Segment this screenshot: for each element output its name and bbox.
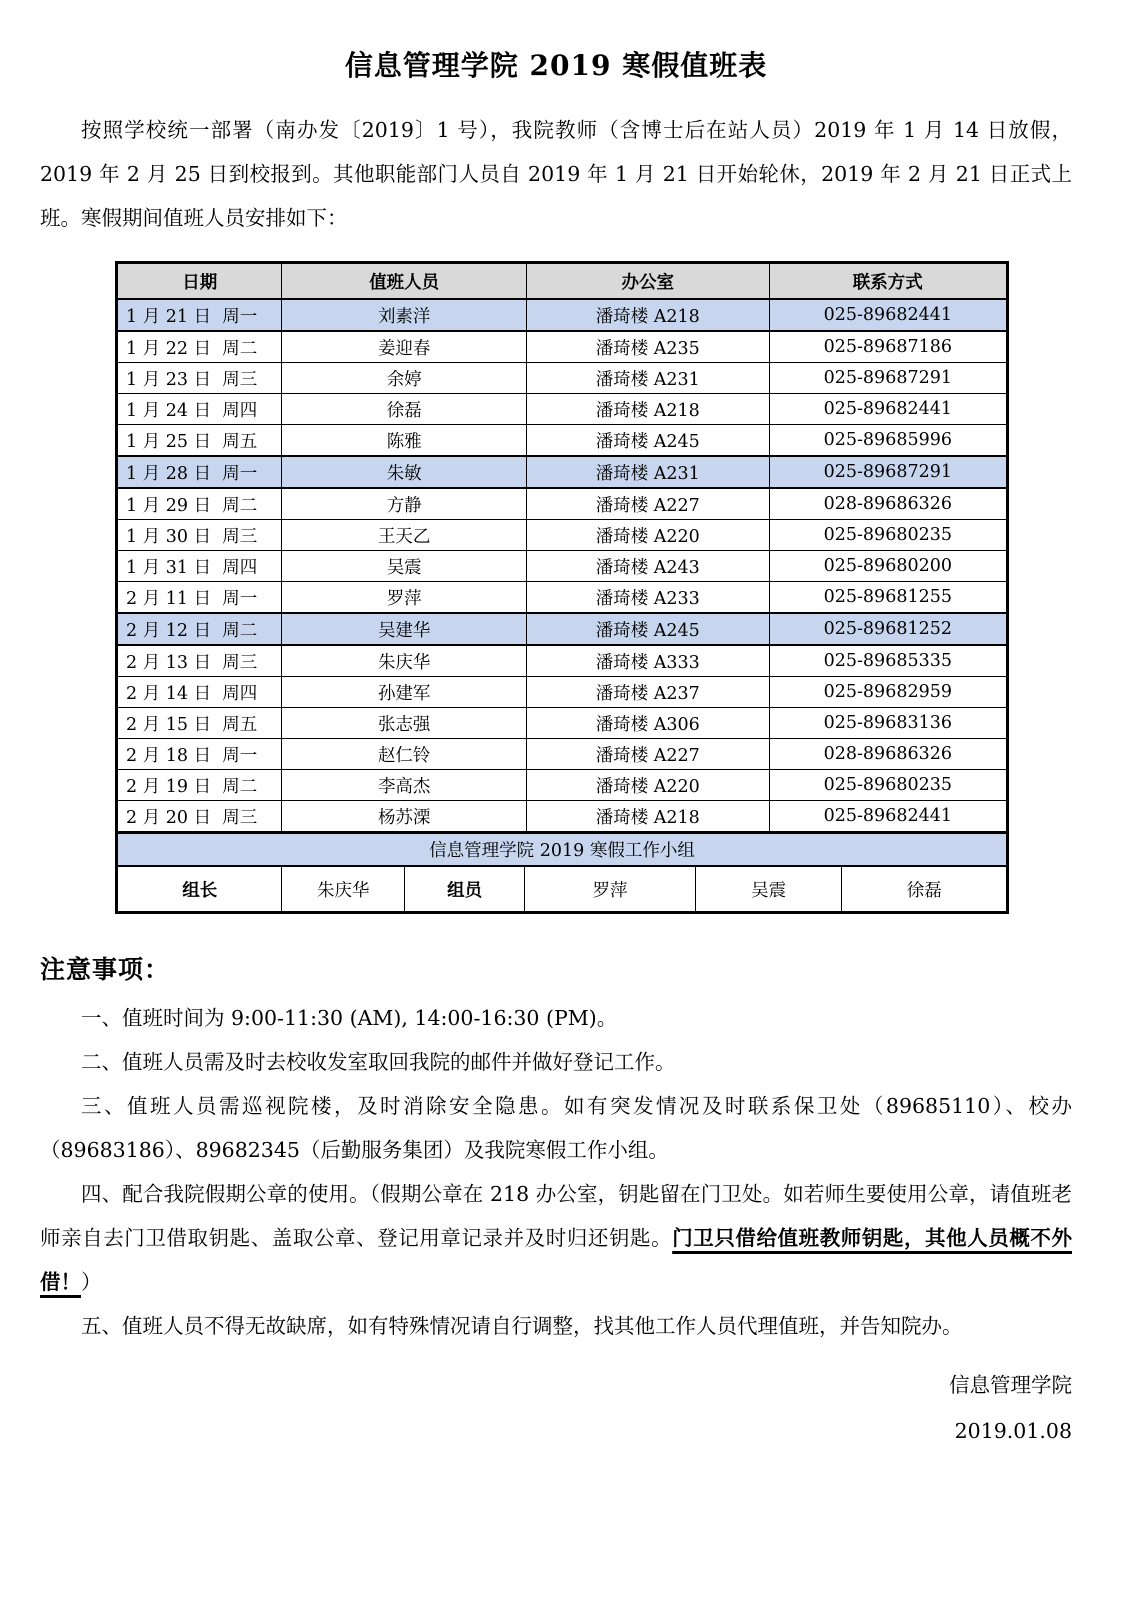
duty-phone: 025-89683136: [769, 708, 1006, 739]
note-item: [40, 996, 1072, 1040]
header-office: 办公室: [526, 264, 769, 300]
table-row: [118, 363, 1007, 394]
header-phone: 联系方式: [769, 264, 1006, 300]
footer-org: 信息管理学院: [949, 1373, 1072, 1397]
duty-office: 潘琦楼 A245: [526, 613, 769, 645]
member-name: 吴震: [695, 866, 842, 912]
duty-office: 潘琦楼 A218: [526, 299, 769, 331]
duty-date: 2 月 13 日 周三: [118, 645, 282, 677]
header-person: 值班人员: [282, 264, 526, 300]
note-text: 四、配合我院假期公章的使用。（假期公章在 218 办公室，钥匙留在门卫处。如若师生要使用公章，请值班老师亲自去门卫借取钥匙、盖取公章、登记用章记录并及时归还钥匙。: [40, 1182, 1072, 1250]
duty-person: 陈雅: [282, 425, 526, 457]
duty-office: 潘琦楼 A227: [526, 488, 769, 520]
note-text: 二、值班人员需及时去校收发室取回我院的邮件并做好登记工作。: [81, 1050, 676, 1074]
duty-office: 潘琦楼 A218: [526, 801, 769, 832]
duty-office: 潘琦楼 A220: [526, 770, 769, 801]
duty-phone: 025-89682441: [769, 801, 1006, 832]
duty-person: 李高杰: [282, 770, 526, 801]
table-row: [118, 520, 1007, 551]
duty-person: 刘素洋: [282, 299, 526, 331]
duty-phone: 025-89681255: [769, 582, 1006, 614]
note-text: 五、值班人员不得无故缺席，如有特殊情况请自行调整，找其他工作人员代理值班，并告知院办。: [81, 1314, 963, 1338]
duty-person: 王天乙: [282, 520, 526, 551]
leader-name: 朱庆华: [282, 866, 405, 912]
duty-date: 1 月 22 日 周二: [118, 331, 282, 363]
duty-phone: 025-89687291: [769, 363, 1006, 394]
duty-person: 罗萍: [282, 582, 526, 614]
duty-date: 1 月 31 日 周四: [118, 551, 282, 582]
duty-person: 方静: [282, 488, 526, 520]
member-name: 罗萍: [525, 866, 696, 912]
table-row: [118, 613, 1007, 645]
notes-list: [40, 996, 1072, 1348]
duty-date: 2 月 15 日 周五: [118, 708, 282, 739]
table-header-row: [118, 264, 1007, 300]
table-row: [118, 331, 1007, 363]
duty-office: 潘琦楼 A231: [526, 363, 769, 394]
table-row: [118, 645, 1007, 677]
duty-table: [117, 263, 1007, 832]
footer-date: 2019.01.08: [954, 1419, 1072, 1443]
table-row: [118, 801, 1007, 832]
duty-date: 1 月 23 日 周三: [118, 363, 282, 394]
group-banner-row: [118, 833, 1007, 866]
duty-office: 潘琦楼 A231: [526, 456, 769, 488]
group-members-row: [118, 866, 1007, 912]
duty-date: 2 月 18 日 周一: [118, 739, 282, 770]
note-text: 三、值班人员需巡视院楼，及时消除安全隐患。如有突发情况及时联系保卫处（89685110）、校办（89683186）、89682345（后勤服务集团）及我院寒假工作小组。: [40, 1094, 1072, 1162]
table-row: [118, 739, 1007, 770]
table-row: [118, 770, 1007, 801]
duty-office: 潘琦楼 A227: [526, 739, 769, 770]
note-text: 一、值班时间为 9:00-11:30 (AM), 14:00-16:30 (PM)。: [81, 1006, 618, 1030]
duty-phone: 025-89681252: [769, 613, 1006, 645]
intro-paragraph: 按照学校统一部署（南办发〔2019〕1 号），我院教师（含博士后在站人员）2019 年 1 月 14 日放假，2019 年 2 月 25 日到校报到。其他职能部门人员自 2019 年 1 月 21 日开始轮休，2019 年 2 月 21 日正式上班。寒假期间值班人员安排如下：: [40, 118, 1072, 230]
page-title: 信息管理学院 2019 寒假值班表: [344, 49, 768, 82]
duty-phone: 028-89686326: [769, 739, 1006, 770]
duty-phone: 025-89682441: [769, 394, 1006, 425]
duty-phone: 025-89682959: [769, 677, 1006, 708]
duty-person: 朱庆华: [282, 645, 526, 677]
duty-office: 潘琦楼 A245: [526, 425, 769, 457]
duty-date: 2 月 12 日 周二: [118, 613, 282, 645]
duty-date: 1 月 30 日 周三: [118, 520, 282, 551]
duty-date: 2 月 14 日 周四: [118, 677, 282, 708]
duty-phone: 025-89687186: [769, 331, 1006, 363]
duty-office: 潘琦楼 A333: [526, 645, 769, 677]
group-banner: 信息管理学院 2019 寒假工作小组: [118, 833, 1007, 866]
duty-roster-table: [115, 261, 1009, 914]
duty-office: 潘琦楼 A235: [526, 331, 769, 363]
note-item: [40, 1304, 1072, 1348]
table-row: [118, 551, 1007, 582]
duty-phone: 025-89685996: [769, 425, 1006, 457]
duty-date: 1 月 28 日 周一: [118, 456, 282, 488]
table-row: [118, 677, 1007, 708]
member-name: 徐磊: [842, 866, 1007, 912]
note-item: [40, 1172, 1072, 1304]
header-date: 日期: [118, 264, 282, 300]
table-row: [118, 582, 1007, 614]
duty-office: 潘琦楼 A237: [526, 677, 769, 708]
duty-office: 潘琦楼 A243: [526, 551, 769, 582]
duty-phone: 025-89680200: [769, 551, 1006, 582]
table-row: [118, 299, 1007, 331]
duty-date: 2 月 11 日 周一: [118, 582, 282, 614]
note-text: ）: [81, 1270, 102, 1294]
duty-office: 潘琦楼 A306: [526, 708, 769, 739]
note-item: [40, 1040, 1072, 1084]
table-row: [118, 708, 1007, 739]
duty-date: 2 月 20 日 周三: [118, 801, 282, 832]
duty-person: 吴建华: [282, 613, 526, 645]
table-row: [118, 394, 1007, 425]
table-row: [118, 456, 1007, 488]
duty-date: 1 月 21 日 周一: [118, 299, 282, 331]
table-row: [118, 425, 1007, 457]
footer: [40, 1362, 1072, 1454]
duty-person: 杨苏溧: [282, 801, 526, 832]
duty-person: 赵仁铃: [282, 739, 526, 770]
table-row: [118, 488, 1007, 520]
duty-phone: 028-89686326: [769, 488, 1006, 520]
duty-phone: 025-89687291: [769, 456, 1006, 488]
duty-person: 姜迎春: [282, 331, 526, 363]
duty-date: 1 月 25 日 周五: [118, 425, 282, 457]
note-item: [40, 1084, 1072, 1172]
member-label: 组员: [405, 866, 525, 912]
duty-person: 朱敏: [282, 456, 526, 488]
note-emphasis-text: 门卫只借给值班教师钥匙，其他人员概不外借！: [40, 1226, 1072, 1294]
group-table: [117, 832, 1007, 912]
duty-office: 潘琦楼 A233: [526, 582, 769, 614]
duty-person: 孙建军: [282, 677, 526, 708]
notes-heading: 注意事项：: [40, 955, 171, 984]
duty-person: 余婷: [282, 363, 526, 394]
duty-phone: 025-89682441: [769, 299, 1006, 331]
duty-phone: 025-89685335: [769, 645, 1006, 677]
duty-office: 潘琦楼 A220: [526, 520, 769, 551]
duty-phone: 025-89680235: [769, 520, 1006, 551]
leader-label: 组长: [118, 866, 282, 912]
duty-person: 吴震: [282, 551, 526, 582]
duty-date: 1 月 29 日 周二: [118, 488, 282, 520]
duty-date: 1 月 24 日 周四: [118, 394, 282, 425]
duty-person: 张志强: [282, 708, 526, 739]
duty-office: 潘琦楼 A218: [526, 394, 769, 425]
duty-phone: 025-89680235: [769, 770, 1006, 801]
duty-person: 徐磊: [282, 394, 526, 425]
duty-date: 2 月 19 日 周二: [118, 770, 282, 801]
